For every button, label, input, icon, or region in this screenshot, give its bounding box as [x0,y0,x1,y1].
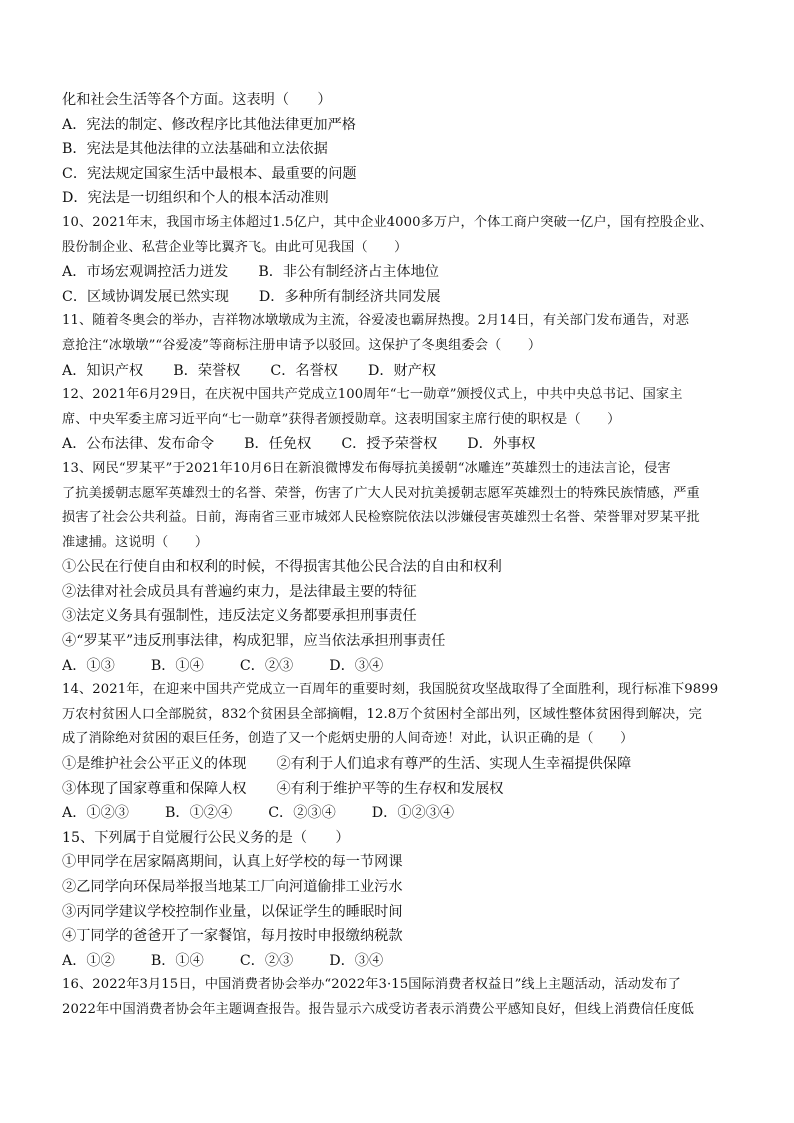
q15-option-c: C．②③ [239,952,294,969]
q14-stem-line-2: 万农村贫困人口全部脱贫，832个贫困县全部摘帽，12.8万个贫困村全部出列，区域性整体贫困得到解决，完 [62,706,702,722]
q13-stem-line-2: 了抗美援朝志愿军英雄烈士的名誉、荣誉，伤害了广大人民对抗美援朝志愿军英雄烈士的特殊民族情感，严重 [62,485,700,501]
q12-option-a: A．公布法律、发布命令 [62,436,215,453]
q15-statement-1: ①甲同学在居家隔离期间，认真上好学校的每一节网课 [62,854,403,871]
q13-options [62,654,734,679]
q15-option-a: A．①② [62,952,115,969]
q15-options [62,949,734,974]
q14-stem-line-1: 14、2021年，在迎来中国共产党成立一百周年的重要时刻，我国脱贫攻坚战取得了全面胜利，现行标准下9899 [62,682,719,698]
q11-stem-line-2: 意抢注“冰墩墩”“谷爱凌”等商标注册申请予以驳回。这保护了冬奥组委会（ ） [62,337,542,353]
q13-statement-3: ③法定义务具有强制性，违反法定义务都要承担刑事责任 [62,608,417,625]
q14-options [62,801,734,826]
q14-statement-2: ②有利于人们追求有尊严的生活、实现人生幸福提供保障 [276,756,632,773]
q15-statement-3: ③丙同学建议学校控制作业量，以保证学生的睡眠时间 [62,903,403,920]
q11-options [62,359,734,384]
q15-option-b: B．①④ [150,952,204,969]
q12-options [62,432,734,457]
q9-stem: 化和社会生活等各个方面。这表明（ ） [62,92,332,108]
q10-option-a: A．市场宏观调控活力迸发 [62,264,229,281]
q9-option-c: C．宪法规定国家生活中最根本、最重要的问题 [62,165,357,182]
q13-statement-4: ④“罗某平”违反刑事法律，构成犯罪，应当依法承担刑事责任 [62,633,446,650]
q11-option-a: A．知识产权 [62,362,144,379]
q12-stem-line-1: 12、2021年6月29日，在庆祝中国共产党成立100周年“七一勋章”颁授仪式上，中共中央总书记、国家主 [62,387,683,403]
exam-page [62,88,734,1023]
q14-statement-1: ①是维护社会公平正义的体现 [62,756,247,773]
q12-option-b: B．任免权 [244,436,312,453]
q13-option-a: A．①③ [62,657,115,674]
q13-option-d: D．③④ [329,657,384,674]
q16-stem-line-1: 16、2022年3月15日，中国消费者协会举办“2022年3·15国际消费者权益日”线上主题活动，活动发布了 [62,977,681,993]
q11-stem-line-1: 11、随着冬奥会的举办，吉祥物冰墩墩成为主流，谷爱凌也霸屏热搜。2月14日，有关部门发布通告，对恶 [62,313,690,329]
q11-option-d: D．财产权 [367,362,437,379]
q13-statement-1: ①公民在行使自由和权利的时候，不得损害其他公民合法的自由和权利 [62,559,502,576]
q9-option-a: A．宪法的制定、修改程序比其他法律更加严格 [62,116,356,133]
q15-statement-4: ④丁同学的爸爸开了一家餐馆，每月按时申报缴纳税款 [62,928,403,945]
q11-option-b: B．荣誉权 [173,362,241,379]
q14-statements-row-1 [62,752,734,777]
q14-option-d: D．①②③④ [371,805,455,822]
q10-option-c: C．区域协调发展已然实现 [62,288,229,305]
q9-option-b: B．宪法是其他法律的立法基础和立法依据 [62,141,328,158]
q13-statement-2: ②法律对社会成员具有普遍约束力，是法律最主要的特征 [62,583,417,600]
q10-options-row-1 [62,260,734,285]
q10-stem-line-2: 股份制企业、私营企业等比翼齐飞。由此可见我国（ ） [62,239,408,255]
q12-option-d: D．外事权 [467,436,536,453]
q14-option-c: C．②③④ [268,805,336,822]
q13-option-b: B．①④ [150,657,204,674]
q14-option-a: A．①②③ [62,805,129,822]
q14-statement-4: ④有利于维护平等的生存权和发展权 [276,780,504,797]
q14-statement-3: ③体现了国家尊重和保障人权 [62,780,247,797]
q14-stem-line-3: 成了消除绝对贫困的艰巨任务，创造了又一个彪炳史册的人间奇迹！对此，认识正确的是（ ） [62,731,634,747]
q12-option-c: C．授予荣誉权 [341,436,438,453]
q13-stem-line-3: 损害了社会公共利益。日前，海南省三亚市城郊人民检察院依法以涉嫌侵害英雄烈士名誉、荣誉罪对罗某平批 [62,510,700,526]
q13-stem-line-1: 13、网民“罗某平”于2021年10月6日在新浪微博发布侮辱抗美援朝“冰雕连”英雄烈士的违法言论，侵害 [62,460,671,476]
q12-stem-line-2: 席、中央军委主席习近平向“七一勋章”获得者颁授勋章。这表明国家主席行使的职权是（ ） [62,411,621,427]
q13-stem-line-4: 准逮捕。这说明（ ） [62,534,209,550]
q15-stem: 15、下列属于自觉履行公民义务的是（ ） [62,829,350,846]
q15-option-d: D．③④ [329,952,384,969]
q14-option-b: B．①②④ [165,805,233,822]
q10-option-b: B．非公有制经济占主体地位 [258,264,439,281]
q13-option-c: C．②③ [239,657,294,674]
q9-option-d: D．宪法是一切组织和个人的根本活动准则 [62,190,329,207]
q15-statement-2: ②乙同学向环保局举报当地某工厂向河道偷排工业污水 [62,879,403,895]
q16-stem-line-2: 2022年中国消费者协会年主题调查报告。报告显示六成受访者表示消费公平感知良好，但线上消费信任度低 [62,1001,694,1017]
q10-option-d: D．多种所有制经济共同发展 [258,288,441,305]
q11-option-c: C．名誉权 [270,362,338,379]
q10-options-row-2 [62,285,734,310]
q14-statements-row-2 [62,777,734,802]
q10-stem-line-1: 10、2021年末，我国市场主体超过1.5亿户，其中企业4000多万户，个体工商户突破一亿户，国有控股企业、 [62,214,713,230]
